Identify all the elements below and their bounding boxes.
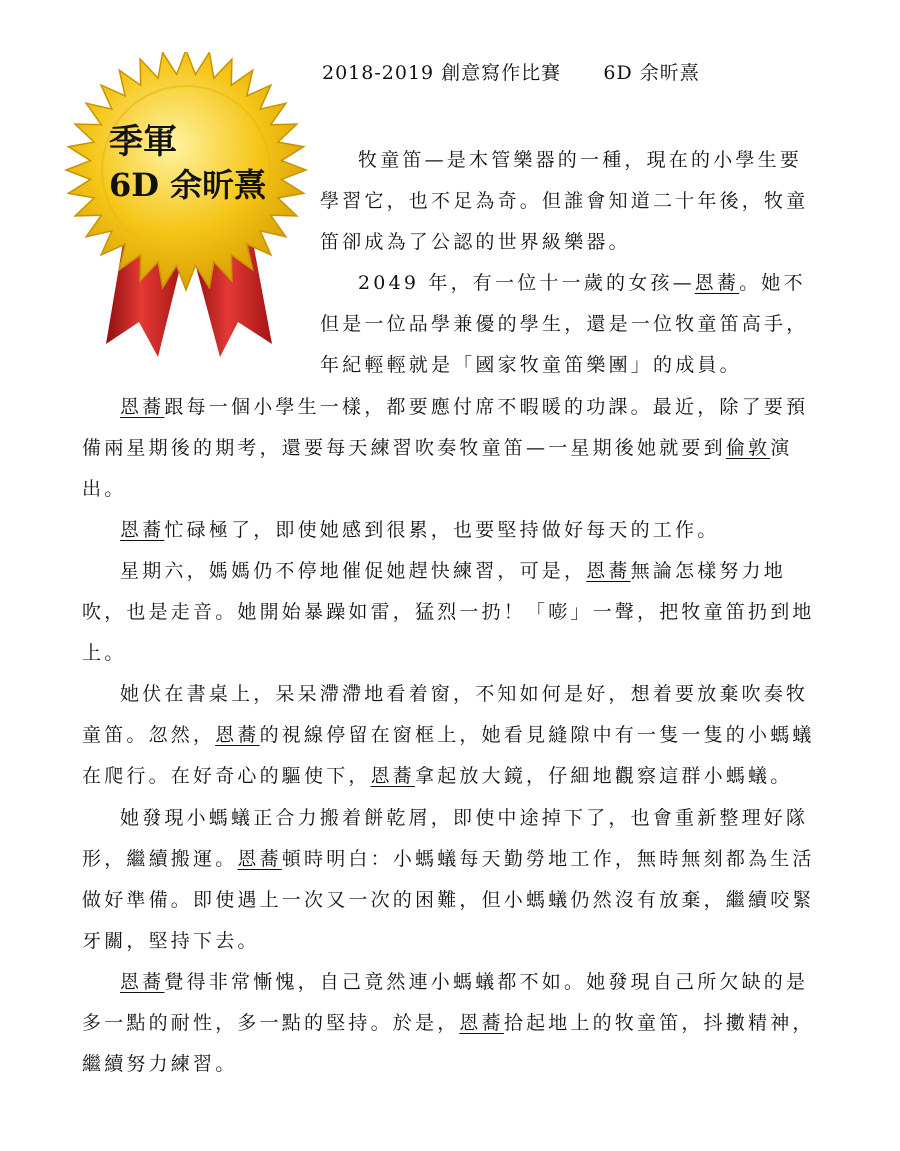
paragraph-text: 無論怎樣努力地吹，也是走音。她開始暴躁如雷，猛烈一扔！「嘭」一聲，把牧童笛扔到地上。	[82, 559, 815, 665]
essay-paragraph	[82, 510, 818, 551]
essay-paragraph	[82, 962, 818, 1085]
underlined-name: 恩蕎	[237, 847, 282, 870]
essay-paragraph	[82, 387, 818, 510]
underlined-name: 恩蕎	[370, 765, 416, 788]
paragraph-text: 她發現小螞蟻正合力搬着餅乾屑，即使中途掉下了，也會重新整理好隊形，繼續搬運。	[82, 806, 809, 870]
paragraph-text: 忙碌極了，即使她感到很累，也要堅持做好每天的工作。	[164, 518, 720, 541]
essay-body	[82, 140, 818, 1085]
paragraph-text: 拿起放大鏡，仔細地觀察這群小螞蟻。	[415, 765, 793, 788]
essay-paragraph	[82, 674, 818, 797]
underlined-name: 倫敦	[725, 436, 771, 459]
paragraph-text: 。她不但是一位品學兼優的學生，還是一位牧童笛高手，年紀輕輕就是「國家牧童笛樂團」的成員。	[320, 272, 809, 377]
paragraph-text: 拾起地上的牧童笛，抖擻精神，繼續努力練習。	[82, 1011, 815, 1076]
medal-spacer	[82, 140, 320, 382]
essay-paragraph	[82, 551, 818, 674]
paragraph-text: 星期六，媽媽仍不停地催促她趕快練習，可是，	[120, 559, 587, 582]
underlined-name: 恩蕎	[120, 395, 165, 418]
paragraph-text: 頓時明白：小螞蟻每天勤勞地工作，無時無刻都為生活做好準備。即使遇上一次又一次的困難，但小螞蟻仍然沒有放棄，繼續咬緊牙關，堅持下去。	[82, 847, 815, 952]
underlined-name: 恩蕎	[694, 272, 740, 295]
paragraph-text: 牧童笛—是木管樂器的一種，現在的小學生要學習它，也不足為奇。但誰會知道二十年後，牧童笛卻成為了公認的世界級樂器。	[320, 149, 809, 254]
underlined-name: 恩蕎	[459, 1011, 504, 1034]
paragraph-text: 跟每一個小學生一樣，都要應付席不暇暖的功課。最近，除了要預備兩星期後的期考，還要每天練習吹奏牧童笛—一星期後她就要到	[82, 395, 809, 459]
underlined-name: 恩蕎	[120, 518, 165, 541]
paragraph-text: 演出。	[82, 436, 793, 500]
page-header: 2018-2019 創意寫作比賽 6D 余昕熹	[322, 62, 700, 84]
medal-winner: 6D 余昕熹	[109, 166, 267, 204]
paragraph-text: 的視線停留在窗框上，她看見縫隙中有一隻一隻的小螞蟻在爬行。在好奇心的驅使下，	[82, 724, 815, 788]
underlined-name: 恩蕎	[215, 724, 260, 747]
underlined-name: 恩蕎	[586, 559, 631, 582]
medal-rank: 季軍	[109, 122, 177, 162]
paragraph-text: 2049 年，有一位十一歲的女孩—	[358, 272, 695, 295]
paragraph-text: 覺得非常慚愧，自己竟然連小螞蟻都不如。她發現自己所欠缺的是多一點的耐性，多一點的堅持。於是，	[82, 970, 809, 1034]
essay-paragraph	[82, 798, 818, 962]
paragraph-text: 她伏在書桌上，呆呆滯滯地看着窗，不知如何是好，想着要放棄吹奏牧童笛。忽然，	[82, 683, 809, 747]
underlined-name: 恩蕎	[120, 970, 165, 993]
